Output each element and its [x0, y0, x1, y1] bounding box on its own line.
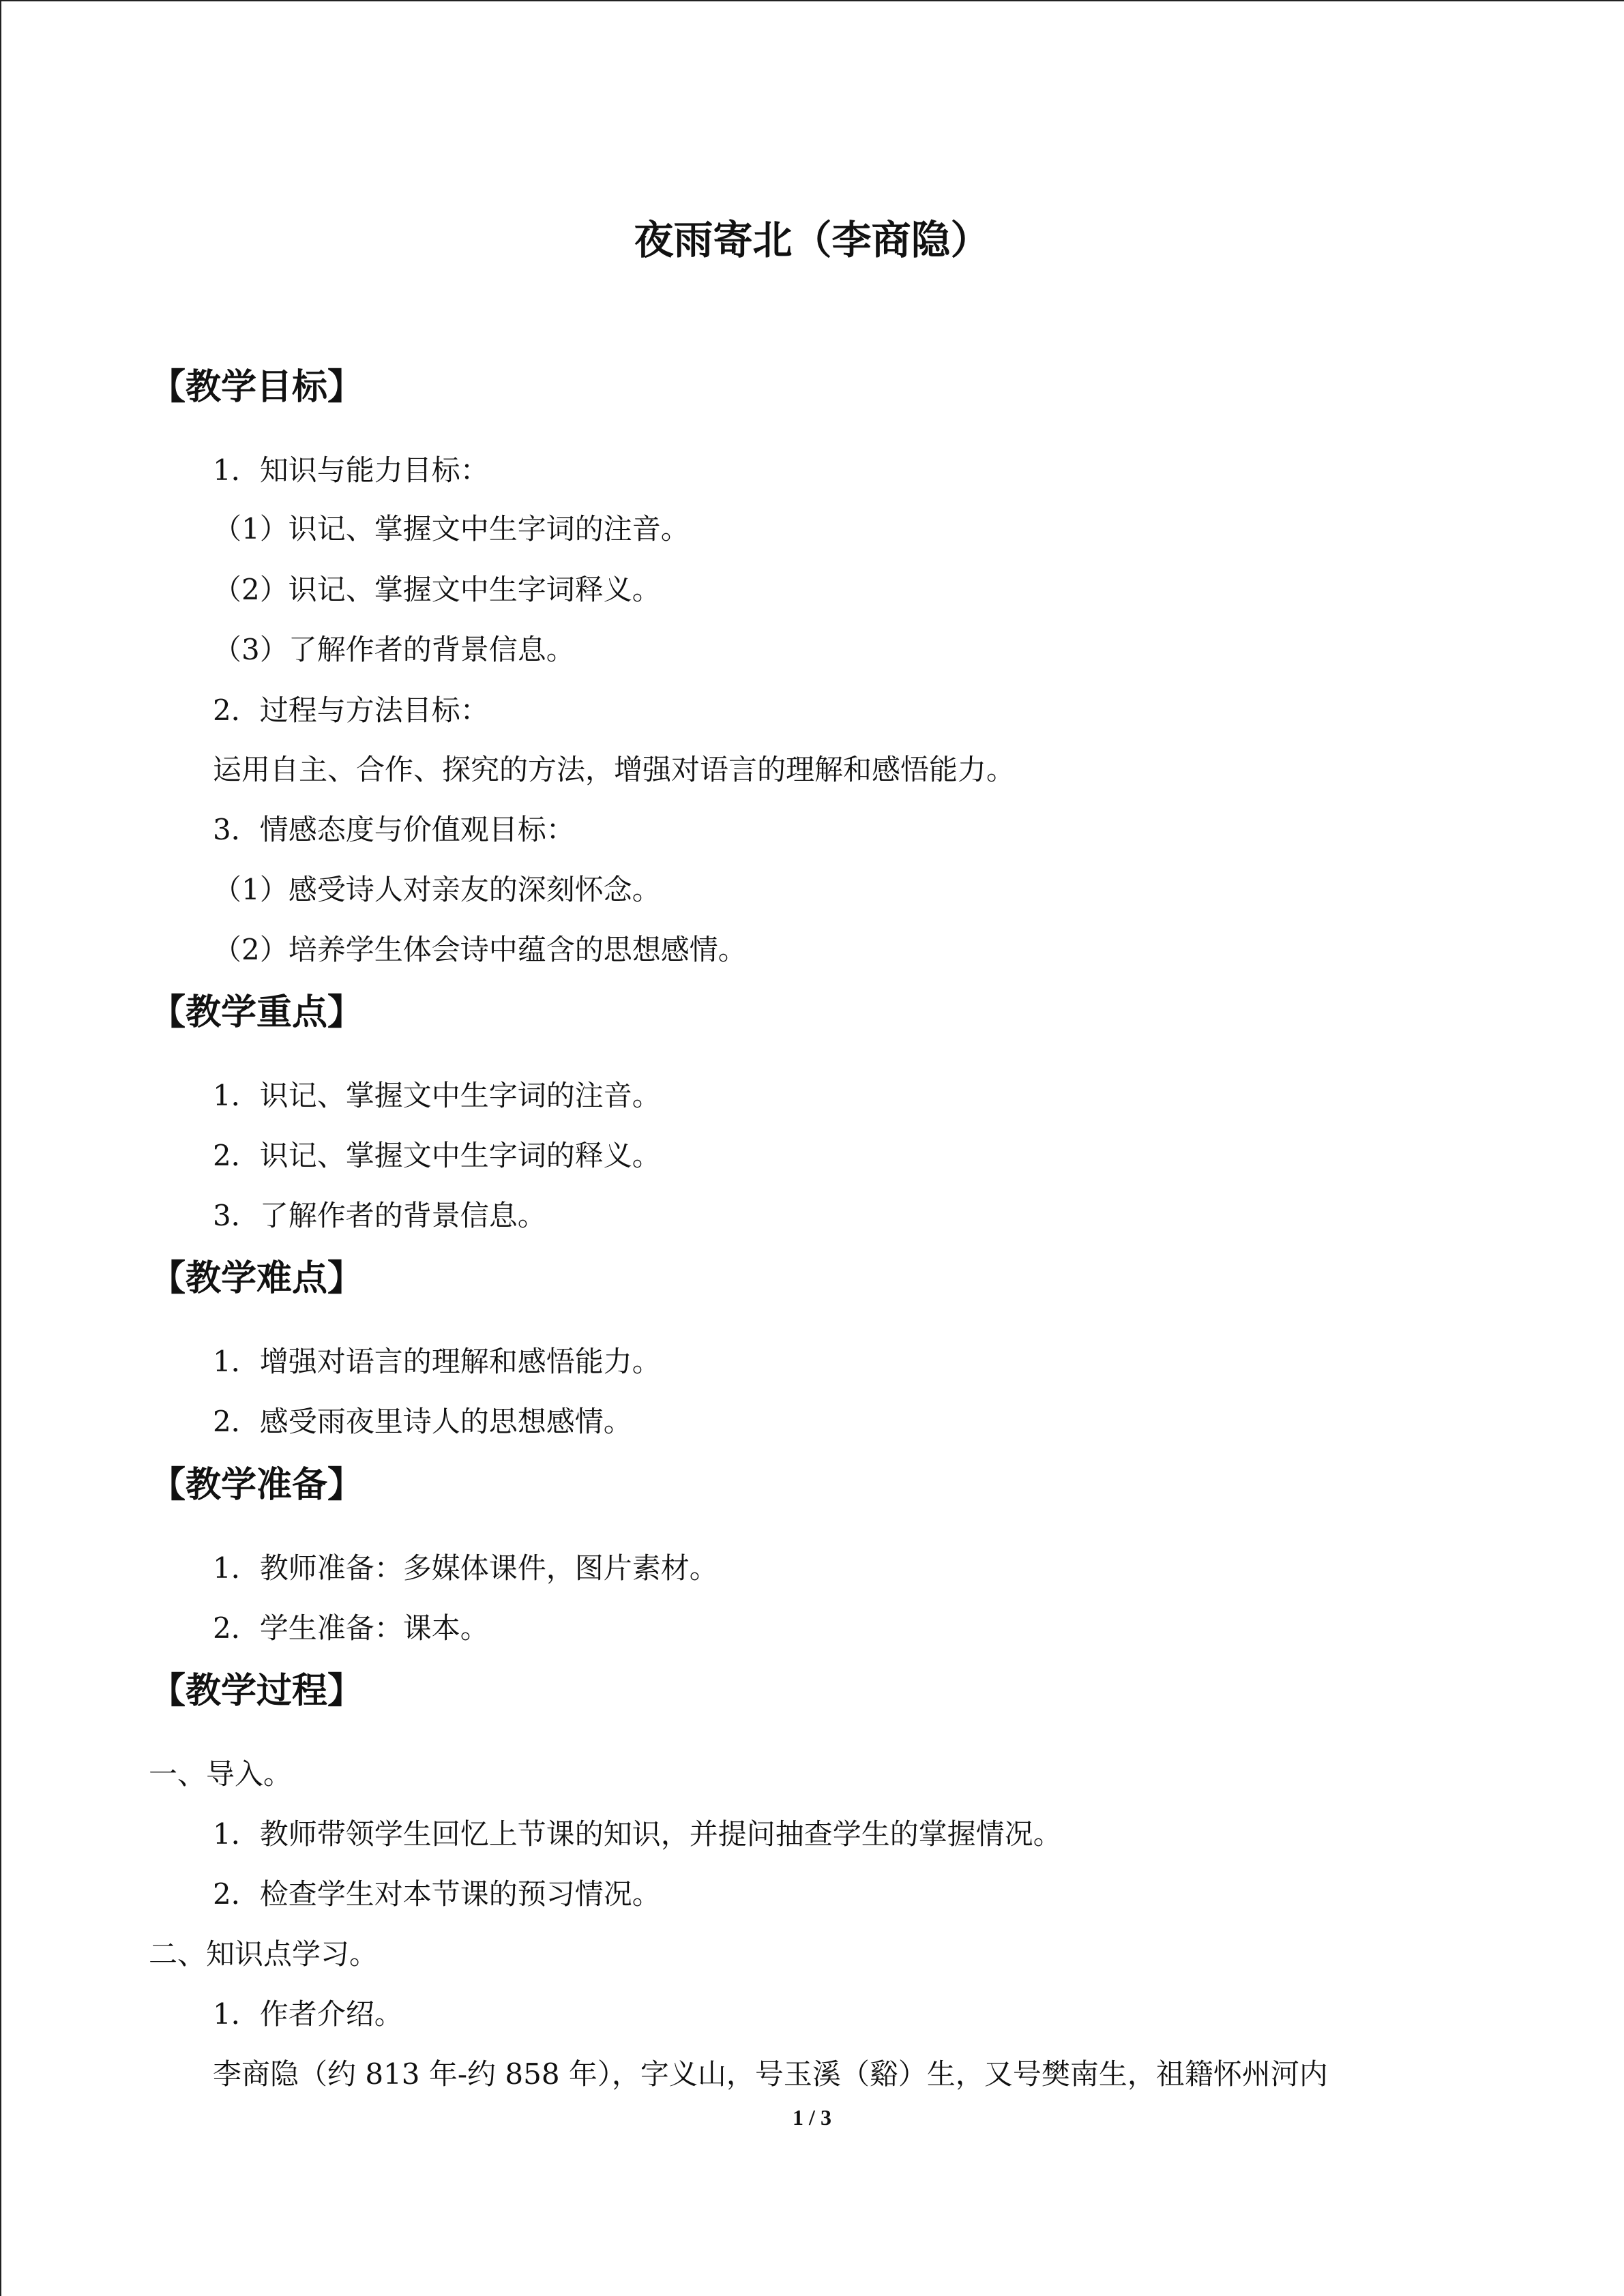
key-points-line-1: 1．识记、掌握文中生字词的注音。: [213, 1079, 661, 1112]
difficulties-line-2: 2．感受雨夜里诗人的思想感情。: [213, 1405, 632, 1438]
section-heading-difficulties: 【教学难点】: [150, 1258, 364, 1299]
process-line-4: 二、知识点学习。: [149, 1937, 379, 1971]
objectives-line-3: （2）识记、掌握文中生字词释义。: [213, 573, 661, 606]
section-heading-process: 【教学过程】: [150, 1671, 364, 1712]
objectives-line-9: （2）培养学生体会诗中蕴含的思想感情。: [213, 933, 747, 966]
difficulties-line-1: 1．增强对语言的理解和感悟能力。: [213, 1345, 661, 1378]
process-line-1: 一、导入。: [149, 1757, 293, 1791]
section-heading-key-points: 【教学重点】: [150, 992, 364, 1033]
process-line-3: 2．检查学生对本节课的预习情况。: [213, 1877, 661, 1911]
key-points-line-3: 3．了解作者的背景信息。: [213, 1199, 546, 1232]
section-heading-objectives: 【教学目标】: [150, 367, 364, 408]
objectives-line-1: 1．知识与能力目标：: [213, 453, 489, 487]
objectives-line-2: （1）识记、掌握文中生字词的注音。: [213, 512, 690, 546]
key-points-line-2: 2．识记、掌握文中生字词的释义。: [213, 1139, 661, 1172]
preparation-line-1: 1．教师准备：多媒体课件，图片素材。: [213, 1551, 718, 1585]
preparation-line-2: 2．学生准备：课本。: [213, 1611, 489, 1645]
process-line-6: 李商隐（约 813 年-约 858 年），字义山，号玉溪（谿）生，又号樊南生，祖籍怀州河内: [213, 2057, 1328, 2091]
objectives-line-4: （3）了解作者的背景信息。: [213, 633, 575, 666]
objectives-line-8: （1）感受诗人对亲友的深刻怀念。: [213, 873, 661, 906]
document-title: 夜雨寄北（李商隐）: [634, 217, 990, 263]
section-heading-preparation: 【教学准备】: [150, 1465, 364, 1506]
objectives-line-7: 3．情感态度与价值观目标：: [213, 813, 575, 846]
page-indicator: 1 / 3: [793, 2105, 831, 2130]
process-line-2: 1．教师带领学生回忆上节课的知识，并提问抽查学生的掌握情况。: [213, 1817, 1062, 1851]
process-line-5: 1．作者介绍。: [213, 1997, 403, 2031]
objectives-line-5: 2．过程与方法目标：: [213, 694, 489, 727]
objectives-line-6: 运用自主、合作、探究的方法，增强对语言的理解和感悟能力。: [213, 753, 1016, 786]
